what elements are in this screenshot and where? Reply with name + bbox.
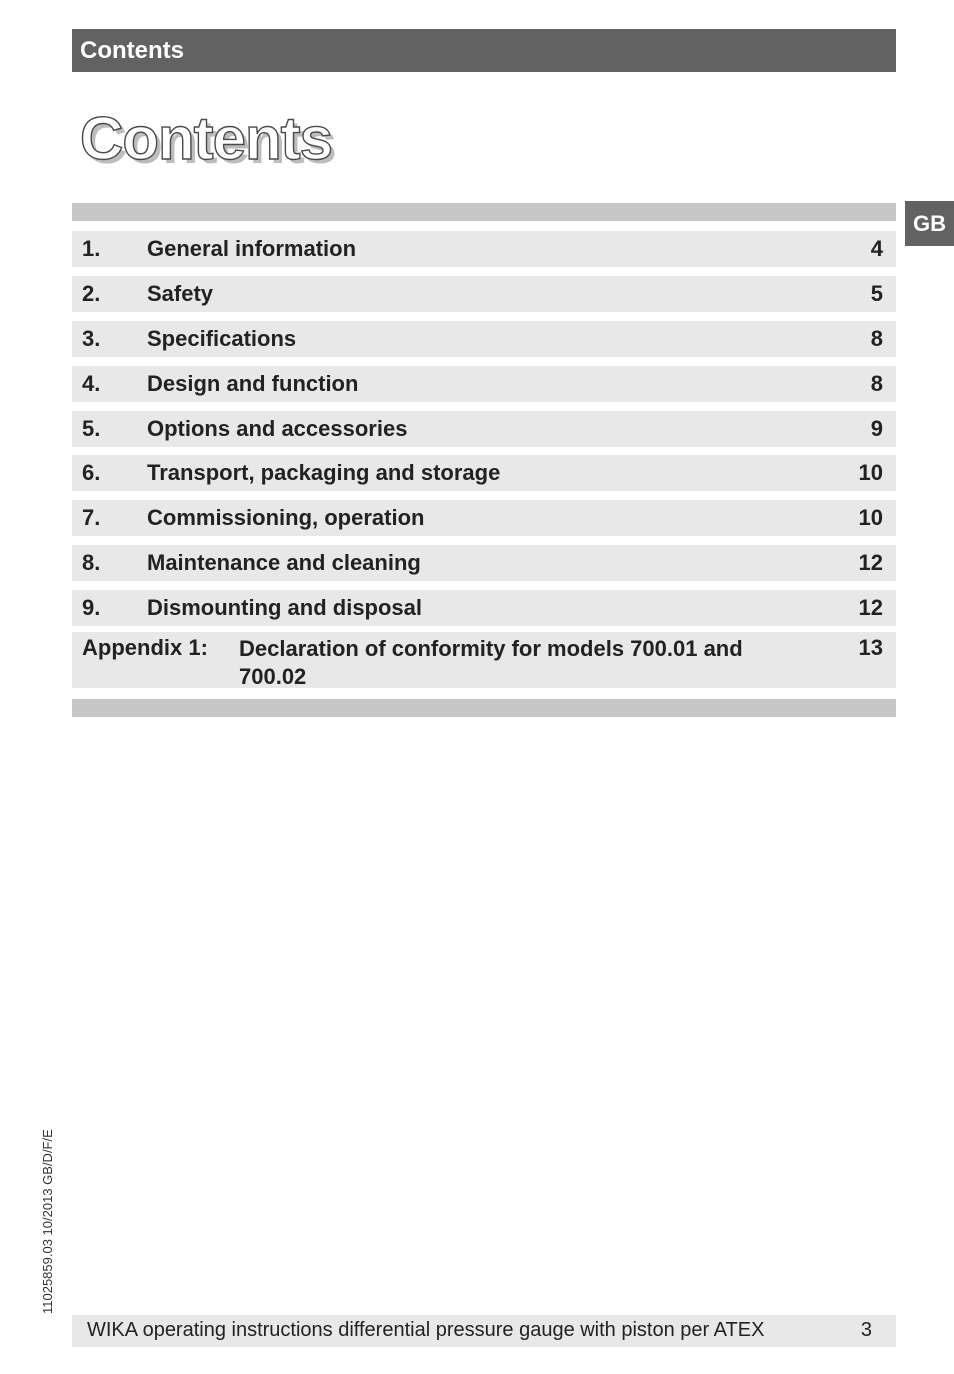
toc-row-commissioning-operation[interactable] <box>72 500 896 536</box>
section-header-label: Contents <box>80 37 184 64</box>
toc-title: Options and accessories <box>147 416 408 441</box>
toc-number: 5. <box>82 416 101 441</box>
toc-number: 4. <box>82 371 101 396</box>
toc-top-divider <box>72 203 896 221</box>
toc-page: 10 <box>858 505 883 530</box>
toc-row-general-information[interactable] <box>72 231 896 267</box>
toc-bottom-divider <box>72 699 896 717</box>
toc-page: 8 <box>870 371 883 396</box>
toc-number: 1. <box>82 236 101 261</box>
toc-number: 3. <box>82 326 101 351</box>
toc-title: General information <box>147 236 357 261</box>
toc-page: 8 <box>870 326 883 351</box>
footer-text: WIKA operating instructions differential pressure gauge with piston per ATEX <box>87 1319 765 1341</box>
toc-number: Appendix 1: <box>82 635 208 660</box>
toc-row-design-and-function[interactable] <box>72 366 896 402</box>
toc-title: Maintenance and cleaning <box>147 550 421 575</box>
toc-row-dismounting-and-disposal[interactable] <box>72 590 896 626</box>
toc-number: 8. <box>82 550 101 575</box>
toc-row-transport-packaging-storage[interactable] <box>72 455 896 491</box>
toc-number: 9. <box>82 595 101 620</box>
toc-number: 6. <box>82 460 101 485</box>
toc-number: 2. <box>82 281 101 306</box>
toc-page: 5 <box>870 281 883 306</box>
toc-page: 13 <box>858 635 883 660</box>
document-code: 11025859.03 10/2013 GB/D/F/E <box>40 1129 55 1314</box>
language-tab[interactable]: GB <box>905 201 954 246</box>
toc-row-options-and-accessories[interactable] <box>72 411 896 447</box>
toc-row-appendix-1[interactable] <box>72 632 896 688</box>
toc-title: Design and function <box>147 371 359 396</box>
toc-title: Transport, packaging and storage <box>147 460 501 485</box>
toc-number: 7. <box>82 505 101 530</box>
section-header-bar <box>72 29 896 72</box>
toc-page: 10 <box>858 460 883 485</box>
toc-title: Specifications <box>147 326 297 351</box>
toc-title: Dismounting and disposal <box>147 595 423 620</box>
footer-page-number: 3 <box>860 1319 872 1341</box>
toc-row-safety[interactable] <box>72 276 896 312</box>
toc-title: Commissioning, operation <box>147 505 425 530</box>
toc-row-specifications[interactable] <box>72 321 896 357</box>
toc-page: 9 <box>870 416 883 441</box>
toc-title: Declaration of conformity for models 700.01 and 700.02 <box>239 636 743 689</box>
toc-page: 4 <box>870 236 883 261</box>
toc-row-maintenance-and-cleaning[interactable] <box>72 545 896 581</box>
toc-page: 12 <box>858 595 883 620</box>
toc-title: Safety <box>147 281 214 306</box>
page-footer <box>72 1315 896 1347</box>
page-title: Contents <box>80 105 332 172</box>
toc-page: 12 <box>858 550 883 575</box>
